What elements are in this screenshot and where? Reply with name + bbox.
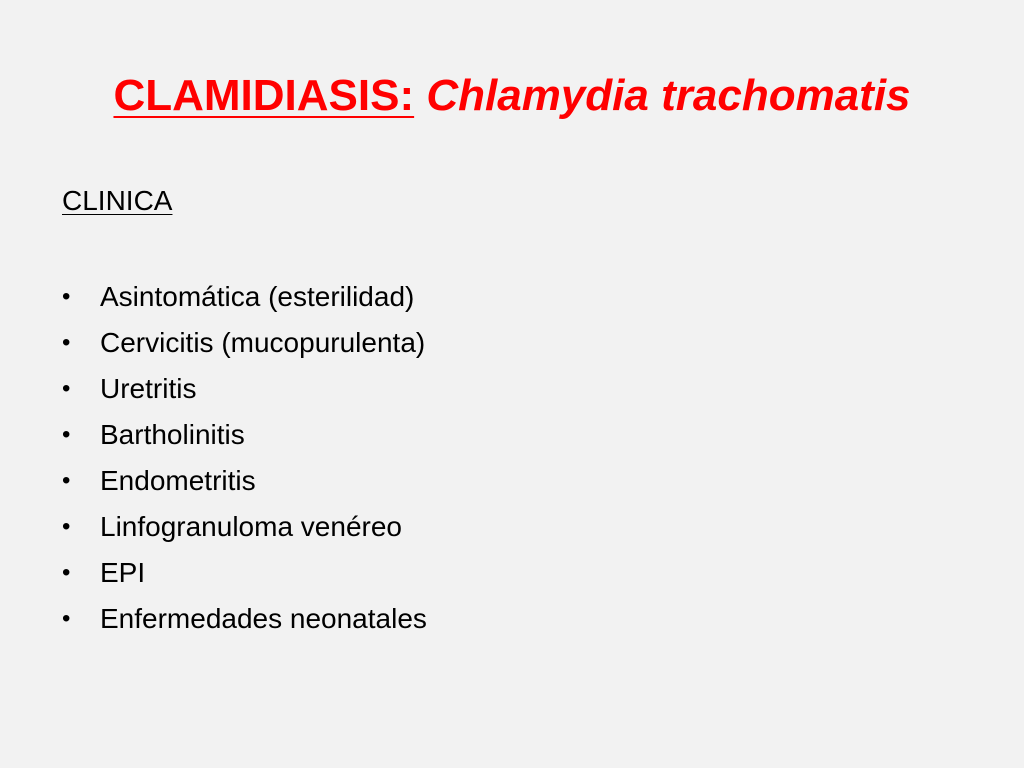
list-item-text: Linfogranuloma venéreo xyxy=(100,511,402,542)
list-item-text: EPI xyxy=(100,557,146,588)
list-item xyxy=(62,274,962,320)
list-item xyxy=(62,412,962,458)
list-item xyxy=(62,458,962,504)
bullet-list xyxy=(62,274,962,642)
list-item xyxy=(62,596,962,642)
slide-content xyxy=(62,178,962,642)
list-item xyxy=(62,504,962,550)
bullet-dot: • xyxy=(62,329,71,356)
title-organism-name: Chlamydia trachomatis xyxy=(426,71,911,120)
list-item-text: Enfermedades neonatales xyxy=(100,603,427,634)
bullet-dot: • xyxy=(62,467,71,494)
title-disease-name: CLAMIDIASIS: xyxy=(113,71,415,120)
slide-title xyxy=(0,66,1024,126)
bullet-dot: • xyxy=(62,513,71,540)
list-item xyxy=(62,550,962,596)
list-item-text: Uretritis xyxy=(100,373,197,404)
list-item-text: Asintomática (esterilidad) xyxy=(100,281,415,312)
list-item xyxy=(62,366,962,412)
bullet-dot: • xyxy=(62,559,71,586)
bullet-dot: • xyxy=(62,605,71,632)
list-item-text: Cervicitis (mucopurulenta) xyxy=(100,327,426,358)
section-heading: CLINICA xyxy=(62,185,173,216)
list-item-text: Bartholinitis xyxy=(100,419,245,450)
bullet-dot: • xyxy=(62,283,71,310)
list-item xyxy=(62,320,962,366)
bullet-dot: • xyxy=(62,375,71,402)
bullet-dot: • xyxy=(62,421,71,448)
list-item-text: Endometritis xyxy=(100,465,256,496)
